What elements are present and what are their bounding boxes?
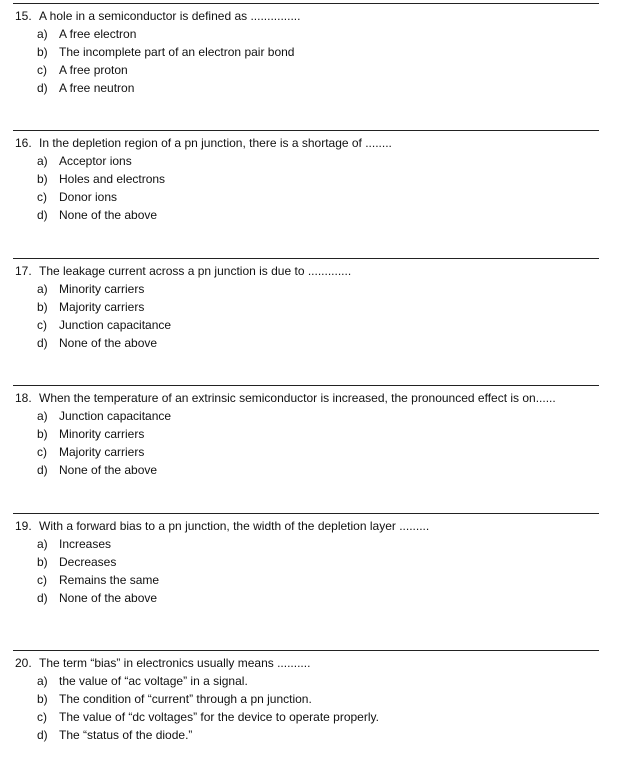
- options-list: [13, 280, 599, 352]
- option-c: [13, 188, 599, 206]
- option-a: [13, 407, 599, 425]
- option-letter: b): [37, 427, 48, 441]
- question-stem: The term “bias” in electronics usually means ..........: [39, 656, 311, 670]
- option-letter: a): [37, 154, 48, 168]
- option-letter: d): [37, 591, 48, 605]
- option-text: Minority carriers: [59, 427, 145, 441]
- question-18: [13, 385, 599, 479]
- question-stem: A hole in a semiconductor is defined as ...............: [39, 9, 301, 23]
- question-number: 18.: [15, 391, 32, 405]
- options-list: [13, 152, 599, 224]
- question-stem: In the depletion region of a pn junction, there is a shortage of ........: [39, 136, 392, 150]
- option-d: [13, 461, 599, 479]
- options-list: [13, 407, 599, 479]
- option-letter: a): [37, 409, 48, 423]
- question-15: [13, 3, 599, 97]
- option-c: [13, 708, 599, 726]
- option-text: The value of “dc voltages” for the device to operate properly.: [59, 710, 379, 724]
- option-letter: a): [37, 282, 48, 296]
- question-stem-line: [13, 654, 599, 672]
- option-b: [13, 43, 599, 61]
- option-text: A free neutron: [59, 81, 135, 95]
- option-letter: d): [37, 728, 48, 742]
- option-c: [13, 443, 599, 461]
- option-d: [13, 589, 599, 607]
- option-letter: a): [37, 27, 48, 41]
- option-text: Acceptor ions: [59, 154, 132, 168]
- option-text: Junction capacitance: [59, 409, 172, 423]
- option-letter: b): [37, 45, 48, 59]
- divider: [13, 650, 599, 651]
- option-letter: c): [37, 445, 47, 459]
- option-letter: b): [37, 172, 48, 186]
- option-b: [13, 553, 599, 571]
- option-letter: c): [37, 710, 47, 724]
- option-d: [13, 726, 599, 744]
- option-text: Decreases: [59, 555, 117, 569]
- option-letter: c): [37, 63, 47, 77]
- option-d: [13, 79, 599, 97]
- option-text: None of the above: [59, 463, 158, 477]
- divider: [13, 258, 599, 259]
- option-letter: b): [37, 692, 48, 706]
- question-19: [13, 513, 599, 607]
- option-letter: d): [37, 81, 48, 95]
- option-letter: d): [37, 463, 48, 477]
- option-letter: d): [37, 336, 48, 350]
- option-text: A free proton: [59, 63, 128, 77]
- options-list: [13, 535, 599, 607]
- question-stem: With a forward bias to a pn junction, the width of the depletion layer .........: [39, 519, 430, 533]
- question-number: 17.: [15, 264, 32, 278]
- option-text: Holes and electrons: [59, 172, 166, 186]
- option-text: the value of “ac voltage” in a signal.: [59, 674, 248, 688]
- option-text: None of the above: [59, 591, 158, 605]
- option-c: [13, 571, 599, 589]
- option-text: Majority carriers: [59, 445, 145, 459]
- option-letter: c): [37, 573, 47, 587]
- option-letter: a): [37, 674, 48, 688]
- question-number: 16.: [15, 136, 32, 150]
- option-text: The condition of “current” through a pn junction.: [59, 692, 312, 706]
- question-number: 19.: [15, 519, 32, 533]
- question-stem-line: [13, 389, 599, 407]
- question-number: 20.: [15, 656, 32, 670]
- option-a: [13, 672, 599, 690]
- option-text: Increases: [59, 537, 112, 551]
- option-letter: c): [37, 318, 47, 332]
- option-b: [13, 170, 599, 188]
- option-a: [13, 25, 599, 43]
- question-20: [13, 650, 599, 744]
- option-a: [13, 535, 599, 553]
- option-text: Remains the same: [59, 573, 160, 587]
- option-letter: d): [37, 208, 48, 222]
- question-stem-line: [13, 517, 599, 535]
- question-stem: The leakage current across a pn junction is due to .............: [39, 264, 352, 278]
- question-stem-line: [13, 7, 599, 25]
- option-text: Minority carriers: [59, 282, 145, 296]
- option-b: [13, 298, 599, 316]
- option-c: [13, 61, 599, 79]
- option-text: None of the above: [59, 208, 158, 222]
- option-letter: c): [37, 190, 47, 204]
- option-text: Majority carriers: [59, 300, 145, 314]
- divider: [13, 513, 599, 514]
- option-a: [13, 152, 599, 170]
- question-stem: When the temperature of an extrinsic semiconductor is increased, the pronounced effect is on......: [39, 391, 556, 405]
- divider: [13, 130, 599, 131]
- option-letter: a): [37, 537, 48, 551]
- option-letter: b): [37, 300, 48, 314]
- option-b: [13, 690, 599, 708]
- question-16: [13, 130, 599, 224]
- option-b: [13, 425, 599, 443]
- question-17: [13, 258, 599, 352]
- divider: [13, 3, 599, 4]
- option-text: Donor ions: [59, 190, 118, 204]
- option-d: [13, 334, 599, 352]
- option-text: None of the above: [59, 336, 158, 350]
- question-stem-line: [13, 134, 599, 152]
- options-list: [13, 672, 599, 744]
- option-text: The incomplete part of an electron pair bond: [59, 45, 295, 59]
- option-text: A free electron: [59, 27, 137, 41]
- question-stem-line: [13, 262, 599, 280]
- option-text: Junction capacitance: [59, 318, 172, 332]
- option-c: [13, 316, 599, 334]
- option-d: [13, 206, 599, 224]
- option-a: [13, 280, 599, 298]
- divider: [13, 385, 599, 386]
- option-letter: b): [37, 555, 48, 569]
- question-number: 15.: [15, 9, 32, 23]
- option-text: The “status of the diode.”: [59, 728, 193, 742]
- options-list: [13, 25, 599, 97]
